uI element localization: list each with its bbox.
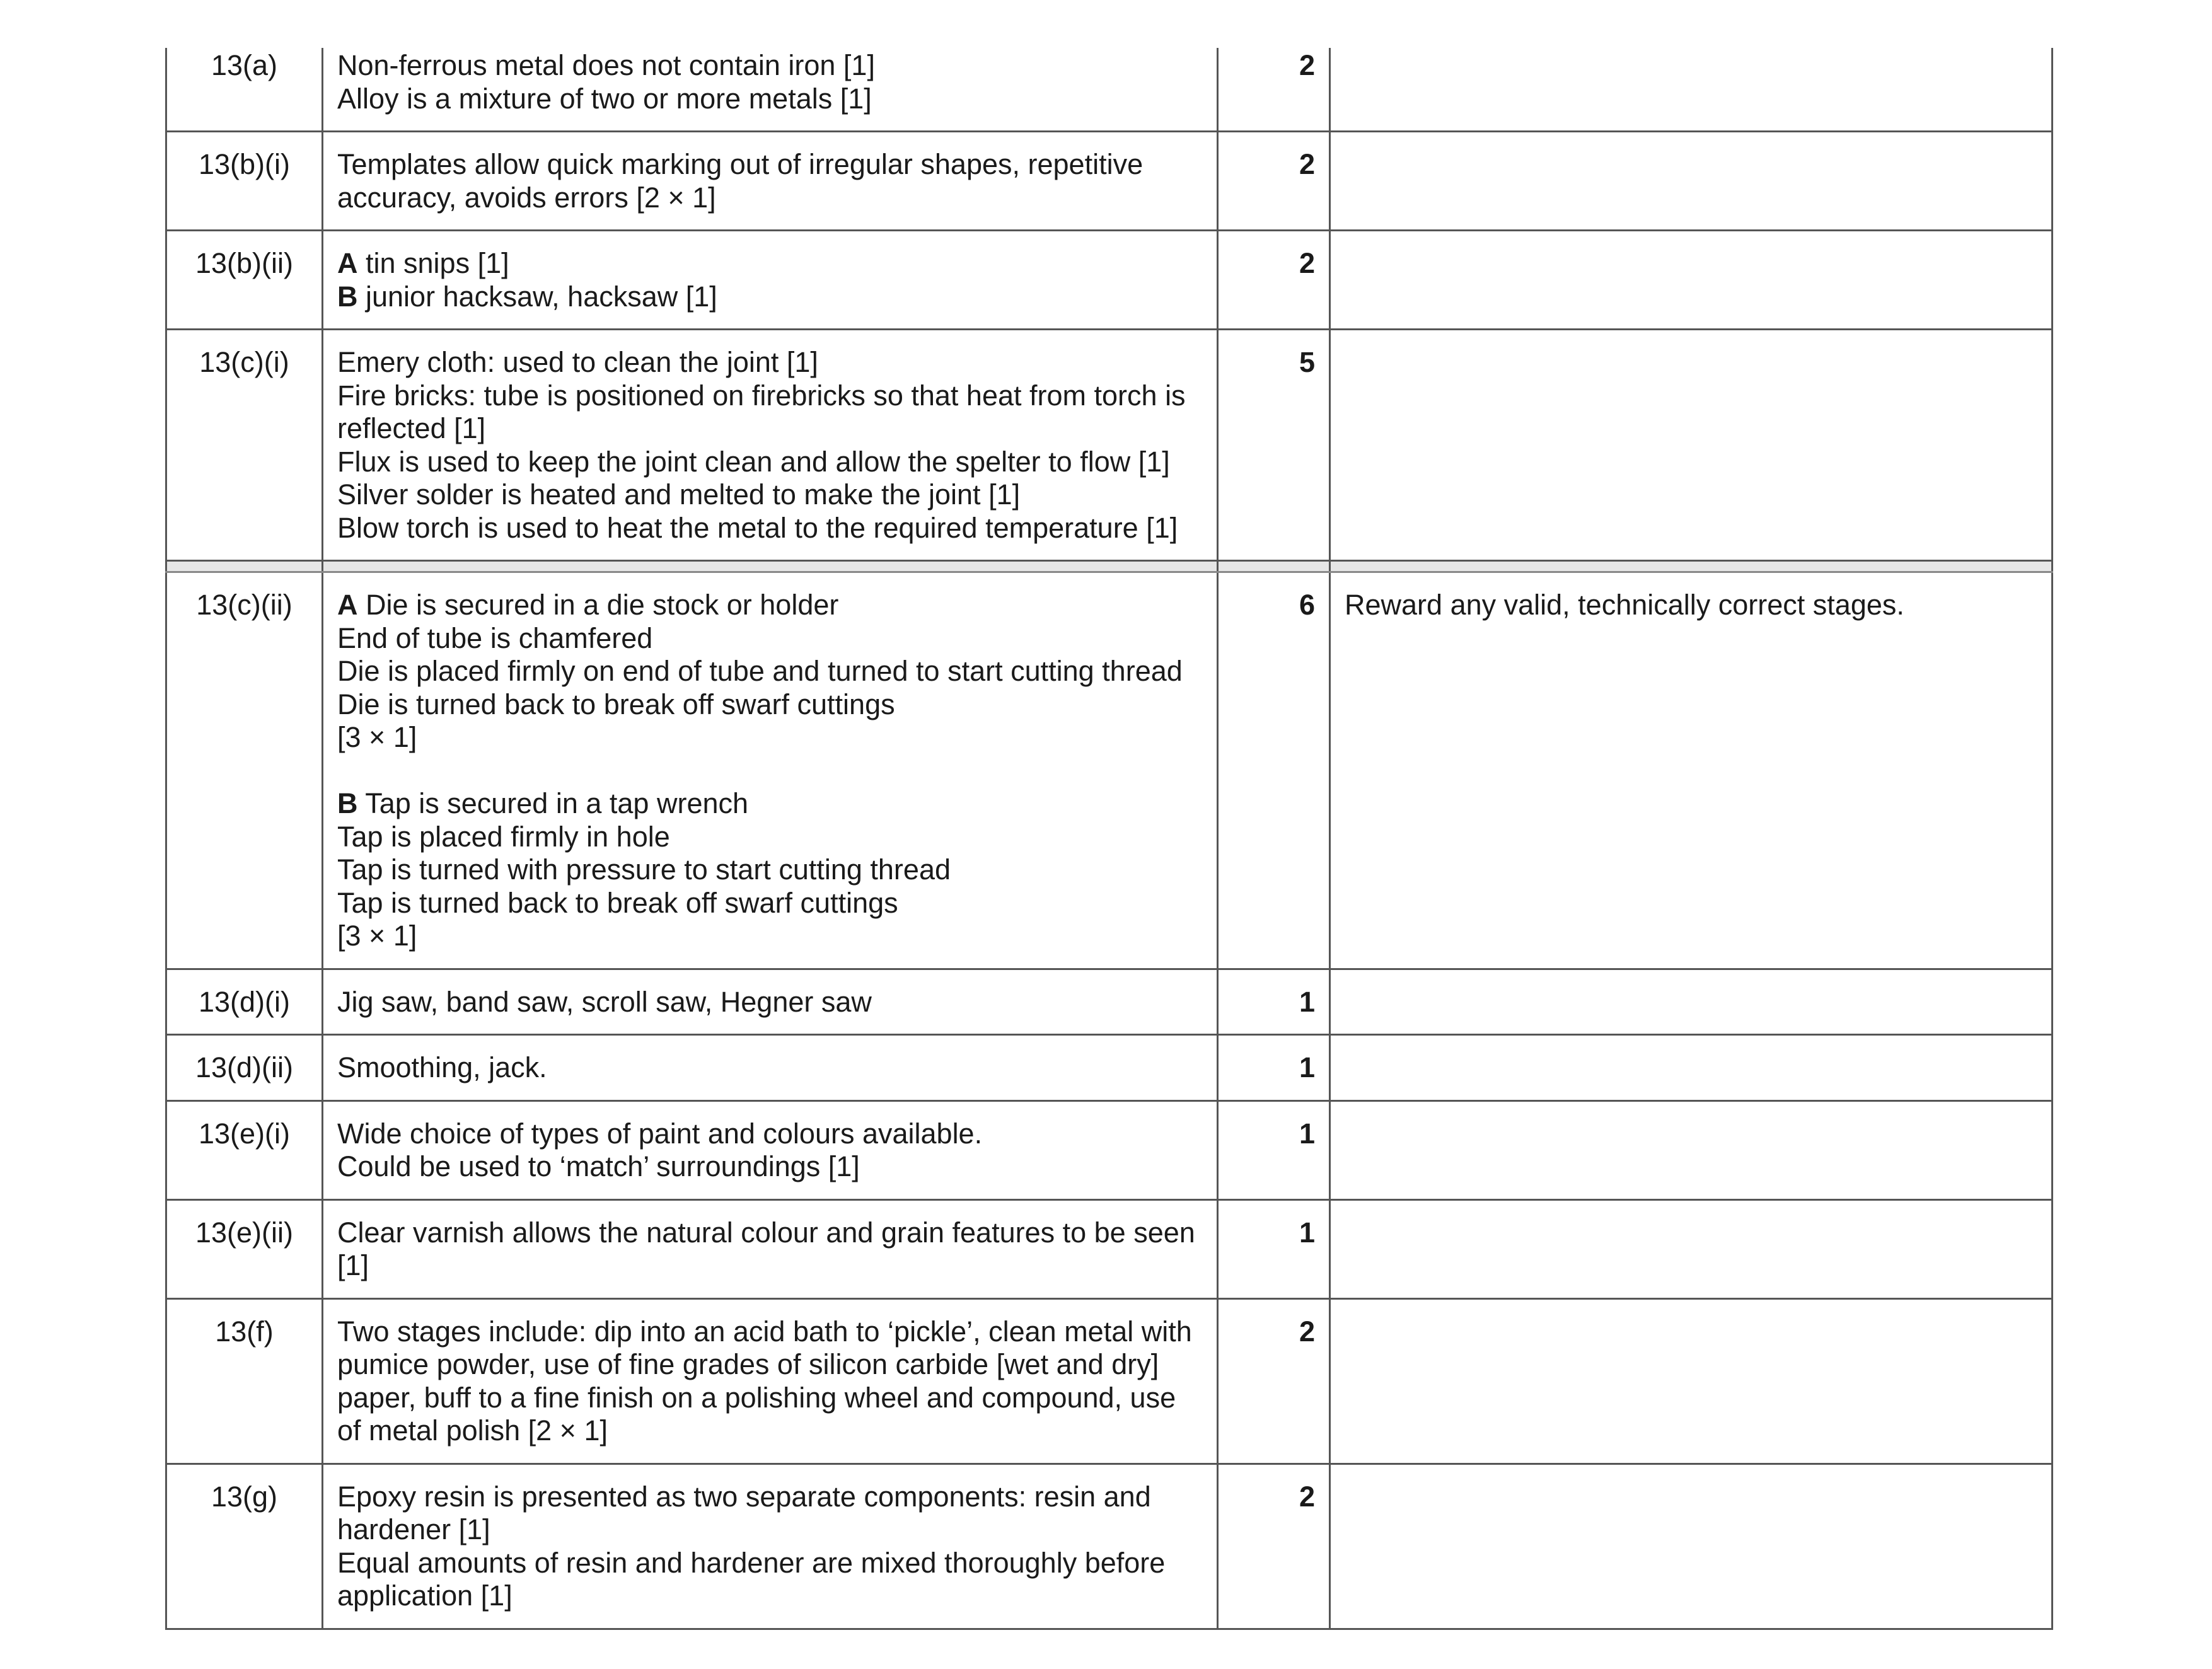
marks-value: 2 — [1299, 1480, 1315, 1513]
table-row — [166, 1464, 2053, 1629]
question-number — [166, 132, 323, 231]
marks-cell — [1218, 132, 1330, 231]
guidance-cell — [1330, 1464, 2053, 1629]
question-number — [166, 1298, 323, 1464]
question-number-text: 13(e)(i) — [198, 1117, 291, 1150]
answer-cell — [323, 572, 1218, 969]
question-number — [166, 231, 323, 330]
question-number — [166, 969, 323, 1035]
answer-line: Two stages include: dip into an acid bath to ‘pickle’, clean metal with pumice powder, use of fine grades of silicon carbide [wet and dry] paper, buff to a fine finish on a polishing wheel and compound, use of metal polish [2 × 1] — [337, 1315, 1192, 1447]
question-number — [166, 1464, 323, 1629]
marks-value: 2 — [1299, 1315, 1315, 1348]
page-break-divider — [166, 561, 2053, 572]
answer-cell — [323, 132, 1218, 231]
divider-cell — [1218, 561, 1330, 572]
answer-line: Tap is turned with pressure to start cutting thread — [337, 853, 951, 886]
answer-line: Wide choice of types of paint and colours available. — [337, 1117, 983, 1150]
guidance-cell — [1330, 1035, 2053, 1101]
answer-line: [3 × 1] — [337, 920, 417, 952]
part-label: B — [337, 280, 358, 313]
part-label: A — [337, 589, 358, 621]
answer-line: Jig saw, band saw, scroll saw, Hegner saw — [337, 985, 872, 1018]
answer-line: Equal amounts of resin and hardener are mixed thoroughly before application [1] — [337, 1546, 1166, 1612]
table-row — [166, 330, 2053, 561]
marks-cell — [1218, 572, 1330, 969]
answer-line: Blow torch is used to heat the metal to the required temperature [1] — [337, 511, 1178, 544]
answer-line — [337, 247, 1203, 280]
marks-value: 2 — [1299, 148, 1315, 180]
answer-cell — [323, 1035, 1218, 1101]
guidance-text — [1345, 48, 2037, 64]
question-number — [166, 48, 323, 132]
question-number — [166, 330, 323, 561]
guidance-text — [1345, 970, 2037, 1001]
table-row — [166, 969, 2053, 1035]
guidance-text — [1345, 330, 2037, 361]
answer-line — [337, 589, 1203, 622]
guidance-text — [1345, 132, 2037, 163]
marks-cell — [1218, 1464, 1330, 1629]
guidance-cell — [1330, 572, 2053, 969]
marks-value: 5 — [1299, 346, 1315, 378]
guidance-text: Reward any valid, technically correct stages. — [1345, 589, 1904, 621]
answer-line: Fire bricks: tube is positioned on firebricks so that heat from torch is reflected [1] — [337, 379, 1186, 444]
table-row — [166, 1199, 2053, 1298]
answer-line — [337, 280, 1203, 314]
answer-text: Die is secured in a die stock or holder — [357, 589, 839, 621]
marks-value: 1 — [1299, 1216, 1315, 1249]
guidance-text — [1345, 1300, 2037, 1331]
guidance-cell — [1330, 969, 2053, 1035]
answer-line: Smoothing, jack. — [337, 1051, 547, 1083]
table-row — [166, 1035, 2053, 1101]
table-row — [166, 48, 2053, 132]
question-number-text: 13(d)(i) — [198, 985, 291, 1018]
answer-line: Silver solder is heated and melted to make the joint [1] — [337, 478, 1021, 511]
answer-line: Emery cloth: used to clean the joint [1] — [337, 346, 818, 378]
question-number-text: 13(b)(ii) — [195, 247, 294, 279]
question-number-text: 13(b)(i) — [198, 148, 291, 180]
guidance-cell — [1330, 48, 2053, 132]
answer-cell — [323, 231, 1218, 330]
answer-cell — [323, 1464, 1218, 1629]
marks-cell — [1218, 231, 1330, 330]
marks-cell — [1218, 969, 1330, 1035]
question-number-text: 13(c)(ii) — [196, 589, 292, 621]
divider-cell — [166, 561, 323, 572]
question-number-text: 13(d)(ii) — [195, 1051, 294, 1083]
question-number-text: 13(c)(i) — [199, 346, 289, 378]
answer-line: Tap is placed firmly in hole — [337, 820, 670, 853]
answer-text: junior hacksaw, hacksaw [1] — [357, 280, 717, 313]
answer-line: End of tube is chamfered — [337, 621, 653, 654]
guidance-cell — [1330, 1298, 2053, 1464]
marks-value: 6 — [1299, 589, 1315, 621]
paragraph-gap — [337, 754, 1203, 788]
guidance-text — [1345, 231, 2037, 262]
answer-cell — [323, 330, 1218, 561]
marks-value: 1 — [1299, 985, 1315, 1018]
answer-cell — [323, 1199, 1218, 1298]
table-row — [166, 132, 2053, 231]
marks-value: 2 — [1299, 49, 1315, 81]
table-row — [166, 231, 2053, 330]
question-number-text: 13(g) — [211, 1480, 278, 1513]
question-number — [166, 1035, 323, 1101]
guidance-text — [1345, 1036, 2037, 1066]
answer-text: tin snips [1] — [357, 247, 509, 279]
guidance-text — [1345, 1465, 2037, 1496]
marks-cell — [1218, 330, 1330, 561]
answer-line: Could be used to ‘match’ surroundings [1] — [337, 1150, 860, 1182]
marks-cell — [1218, 1035, 1330, 1101]
divider-cell — [1330, 561, 2053, 572]
marks-value: 1 — [1299, 1051, 1315, 1083]
answer-line: Epoxy resin is presented as two separate components: resin and hardener [1] — [337, 1480, 1151, 1545]
marks-value: 1 — [1299, 1117, 1315, 1150]
answer-line: [3 × 1] — [337, 721, 417, 753]
answer-line: Die is turned back to break off swarf cuttings — [337, 688, 895, 720]
question-number — [166, 572, 323, 969]
answer-line: Clear varnish allows the natural colour and grain features to be seen [1] — [337, 1216, 1195, 1281]
answer-line: Non-ferrous metal does not contain iron [1] — [337, 49, 875, 81]
answer-text: Tap is secured in a tap wrench — [357, 787, 749, 819]
answer-cell — [323, 48, 1218, 132]
answer-line: Tap is turned back to break off swarf cuttings — [337, 886, 898, 919]
answer-cell — [323, 1100, 1218, 1199]
answer-cell — [323, 969, 1218, 1035]
table-row — [166, 1298, 2053, 1464]
marks-cell — [1218, 48, 1330, 132]
table-row — [166, 1100, 2053, 1199]
mark-scheme-table — [165, 48, 2053, 1630]
question-number-text: 13(f) — [215, 1315, 274, 1348]
guidance-text — [1345, 1201, 2037, 1232]
part-label: B — [337, 787, 358, 819]
question-number — [166, 1100, 323, 1199]
guidance-text — [1345, 1102, 2037, 1133]
guidance-cell — [1330, 231, 2053, 330]
marks-cell — [1218, 1298, 1330, 1464]
answer-line: Alloy is a mixture of two or more metals [1] — [337, 82, 872, 115]
answer-line: Flux is used to keep the joint clean and allow the spelter to flow [1] — [337, 445, 1170, 478]
marks-cell — [1218, 1199, 1330, 1298]
guidance-cell — [1330, 330, 2053, 561]
question-number — [166, 1199, 323, 1298]
answer-line: Templates allow quick marking out of irregular shapes, repetitive accuracy, avoids errors [2 × 1] — [337, 148, 1144, 214]
question-number-text: 13(a) — [211, 49, 278, 81]
mark-scheme-sheet — [165, 48, 2051, 1630]
guidance-cell — [1330, 1199, 2053, 1298]
marks-cell — [1218, 1100, 1330, 1199]
answer-line: Die is placed firmly on end of tube and turned to start cutting thread — [337, 655, 1183, 687]
question-number-text: 13(e)(ii) — [195, 1216, 294, 1249]
table-row — [166, 572, 2053, 969]
marks-value: 2 — [1299, 247, 1315, 279]
answer-cell — [323, 1298, 1218, 1464]
divider-cell — [323, 561, 1218, 572]
guidance-cell — [1330, 1100, 2053, 1199]
guidance-cell — [1330, 132, 2053, 231]
answer-line — [337, 787, 1203, 821]
part-label: A — [337, 247, 358, 279]
